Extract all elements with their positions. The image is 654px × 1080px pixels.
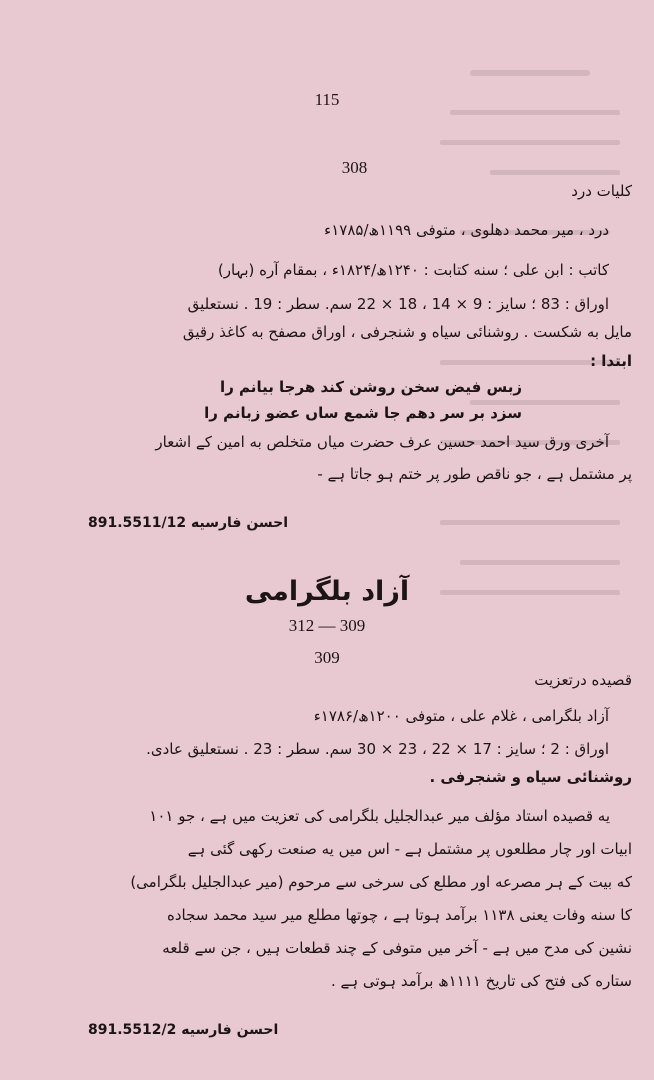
shelfmark: احسن فارسیه 891.5511/12 bbox=[88, 515, 289, 531]
description-line: نشین کی مدح میں ہے - آخر میں متوفی کے چند قطعات ہیں ، جن سے قلعه bbox=[162, 939, 632, 957]
description-paragraph bbox=[20, 800, 632, 998]
scribe-line: کاتب : ابن علی ؛ سنه کتابت : ۱۲۴۰ھ/۱۸۲۴ء ، بمقام آره (بہار) bbox=[217, 261, 609, 279]
author-line: درد ، میر محمد دهلوی ، متوفی ۱۱۹۹ھ/۱۷۸۵ء bbox=[324, 221, 609, 239]
entry-number: 309 bbox=[314, 648, 340, 667]
folios-line: اوراق : 83 ؛ سایز : 9 × 14 ، 18 × 22 سم. سطر : 19 . نستعلیق bbox=[187, 295, 609, 313]
verse-line: سزد بر سر دهم جا شمع ساں عضو زبانم را bbox=[204, 404, 522, 422]
description-line: کا سنه وفات یعنی ۱۱۳۸ برآمد ہوتا ہے ، چوتھا مطلع میر سید محمد سجاده bbox=[166, 906, 632, 924]
description-line: ابیات اور چار مطلعوں پر مشتمل ہے - اس میں یه صنعت رکھی گئی ہے bbox=[187, 840, 632, 858]
note-line: پر مشتمل ہے ، جو ناقص طور پر ختم ہو جاتا ہے - bbox=[317, 465, 632, 483]
page-number: 115 bbox=[314, 90, 340, 109]
folios-line: مایل به شکست . روشنائی سیاه و شنجرفی ، اوراق مصفح به کاغذ رقیق bbox=[182, 323, 632, 341]
folios-line: روشنائی سیاه و شنجرفی . bbox=[429, 768, 632, 786]
folios-line: اوراق : 2 ؛ سایز : 17 × 22 ، 23 × 30 سم. سطر : 23 . نستعلیق عادی. bbox=[146, 740, 609, 758]
section-heading: آزاد بلگرامی bbox=[244, 576, 410, 607]
shelfmark: احسن فارسیه 891.5512/2 bbox=[88, 1022, 279, 1038]
entry-number: 308 bbox=[341, 158, 368, 177]
verse-line: زبس فیض سخن روشن کند هرجا بیانم را bbox=[220, 378, 522, 396]
section-range: 312 — 309 bbox=[288, 616, 366, 635]
entry-title: قصیده درتعزیت bbox=[534, 671, 632, 689]
description-line: که بیت کے ہر مصرعه اور مطلع کی سرخی سے مرحوم (میر عبدالجلیل بلگرامی) bbox=[130, 873, 632, 891]
entry-title: کلیات درد bbox=[571, 182, 632, 200]
note-line: آخری ورق سید احمد حسین عرف حضرت میاں متخلص به امین کے اشعار bbox=[155, 433, 609, 451]
description-line: ستاره کی فتح کی تاریخ ۱۱۱۱ھ برآمد ہوتی ہے . bbox=[331, 972, 632, 990]
opening-label: ابتدا : bbox=[590, 352, 632, 370]
author-line: آزاد بلگرامی ، غلام علی ، متوفی ۱۲۰۰ھ/۱۷۸۶ء bbox=[313, 707, 609, 725]
description-line: یه قصیده استاد مؤلف میر عبدالجلیل بلگرامی کی تعزیت میں ہے ، جو ۱۰۱ bbox=[149, 807, 610, 825]
